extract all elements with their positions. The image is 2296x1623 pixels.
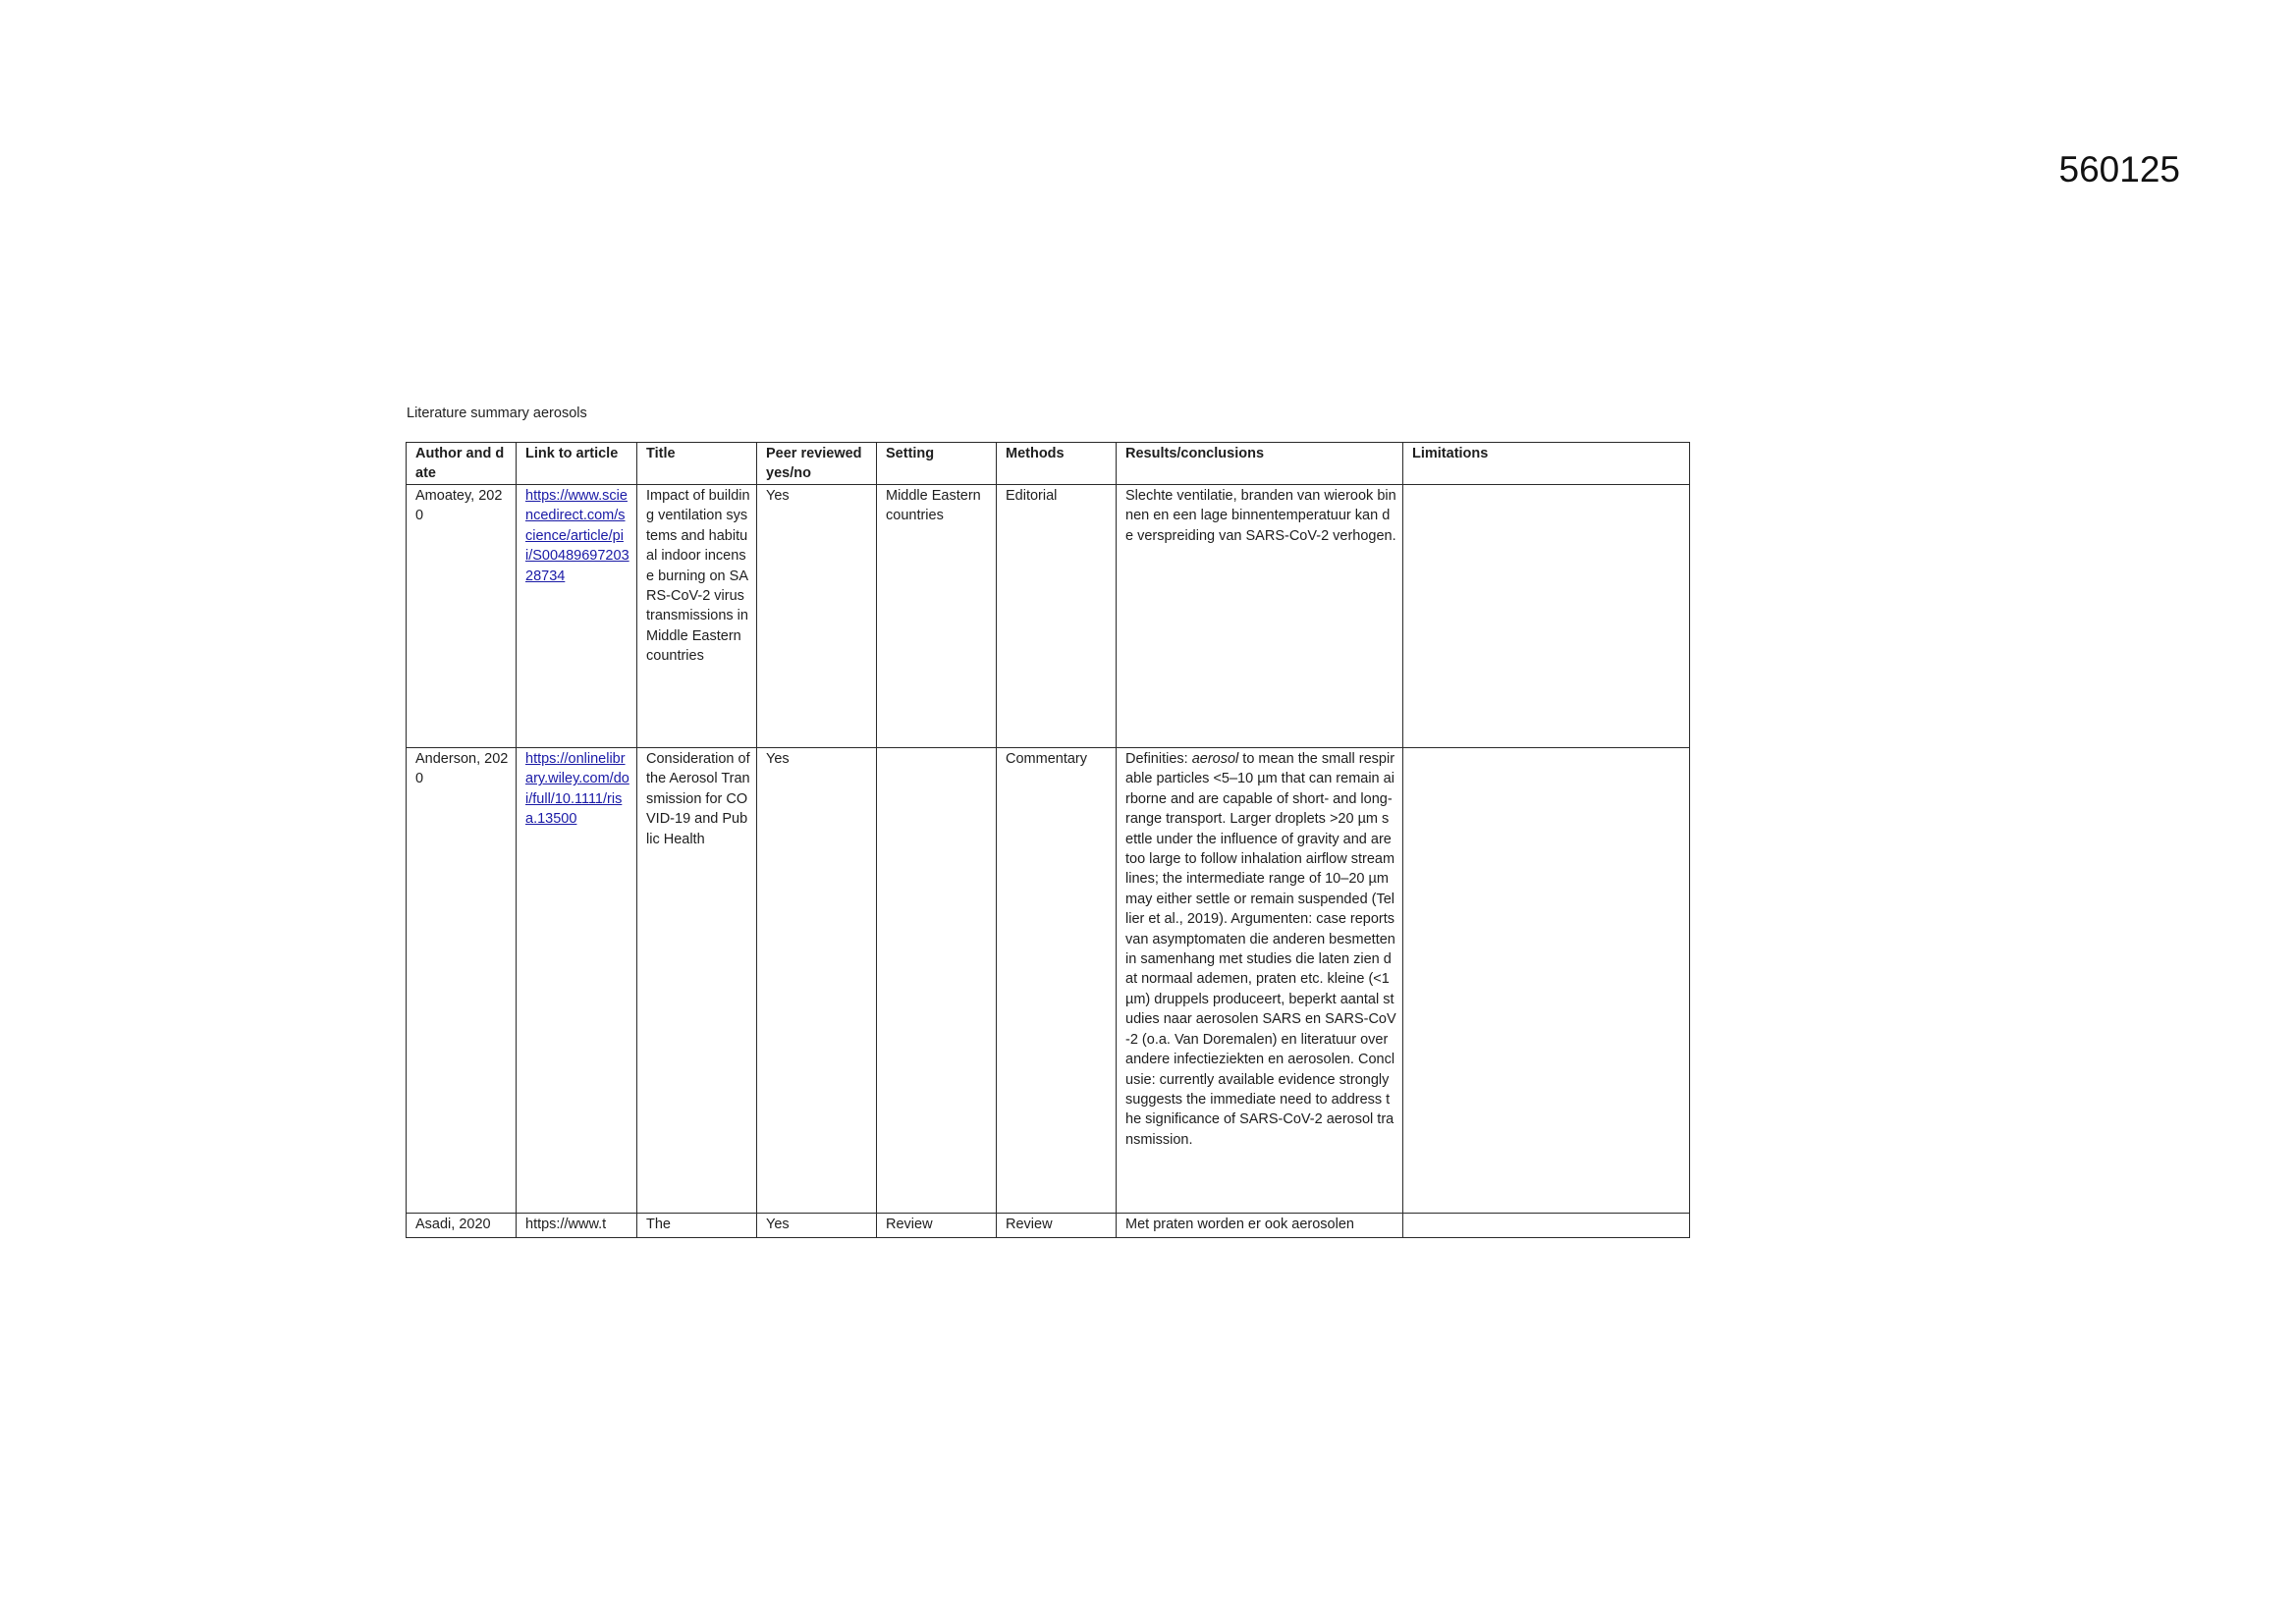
cell-setting: Middle Eastern countries — [877, 485, 997, 748]
cell-title: Consideration of the Aerosol Transmission for COVID-19 and Public Health — [637, 748, 757, 1214]
results-text: to mean the small respirable particles <5–10 µm that can remain airborne and are capable of short- and long-range transport. Larger droplets >20 µm settle under the influence of gravity and are too large to follow inhalation airflow streamlines; the intermediate range of 10–20 µm may either settle or remain suspended (Tellier et al., 2019). Argumenten: case reports van asymptomaten die anderen besmetten in samenhang met studies die laten zien dat normaal ademen, praten etc. kleine (<1 µm) druppels produceert, beperkt aantal studies naar aerosolen SARS en SARS-CoV-2 (o.a. Van Doremalen) en literatuur over andere infectieziekten en aerosolen. Conclusie: currently available evidence strongly suggests the immediate need to address the significance of SARS-CoV-2 aerosol transmission. — [1125, 751, 1396, 1148]
cell-peer-reviewed: Yes — [757, 485, 877, 748]
cell-results-conclusions: Slechte ventilatie, branden van wierook binnen en een lage binnentemperatuur kan de verspreiding van SARS-CoV-2 verhogen. — [1117, 485, 1403, 748]
cell-author-date: Anderson, 2020 — [407, 748, 517, 1214]
cell-link — [517, 1214, 637, 1238]
cell-results-conclusions: Met praten worden er ook aerosolen — [1117, 1214, 1403, 1238]
cell-link — [517, 485, 637, 748]
table-header-row — [407, 443, 1690, 485]
cell-results-conclusions — [1117, 748, 1403, 1214]
cell-limitations — [1403, 1214, 1690, 1238]
cell-setting — [877, 748, 997, 1214]
document-caption: Literature summary aerosols — [407, 406, 587, 421]
results-prefix: Definities: — [1125, 751, 1192, 767]
article-link[interactable]: https://www.sciencedirect.com/science/article/pii/S0048969720328734 — [525, 488, 629, 584]
cell-author-date: Asadi, 2020 — [407, 1214, 517, 1238]
cell-limitations — [1403, 748, 1690, 1214]
cell-limitations — [1403, 485, 1690, 748]
header-title: Title — [637, 443, 757, 485]
cell-peer-reviewed: Yes — [757, 1214, 877, 1238]
cell-title: The — [637, 1214, 757, 1238]
header-author-and-date: Author and date — [407, 443, 517, 485]
cell-methods: Editorial — [997, 485, 1117, 748]
cell-author-date: Amoatey, 2020 — [407, 485, 517, 748]
cell-methods: Review — [997, 1214, 1117, 1238]
table-row — [407, 485, 1690, 748]
header-methods: Methods — [997, 443, 1117, 485]
article-link[interactable]: https://www.t — [525, 1217, 607, 1232]
cell-title: Impact of building ventilation systems and habitual indoor incense burning on SARS-CoV-2 virus transmissions in Middle Eastern countries — [637, 485, 757, 748]
cell-peer-reviewed: Yes — [757, 748, 877, 1214]
table-row — [407, 1214, 1690, 1238]
header-limitations: Limitations — [1403, 443, 1690, 485]
document-number: 560125 — [2058, 149, 2180, 189]
cell-methods: Commentary — [997, 748, 1117, 1214]
header-results-conclusions: Results/conclusions — [1117, 443, 1403, 485]
header-peer-reviewed: Peer reviewed yes/no — [757, 443, 877, 485]
table-row — [407, 748, 1690, 1214]
header-link-to-article: Link to article — [517, 443, 637, 485]
header-setting: Setting — [877, 443, 997, 485]
results-emphasis: aerosol — [1191, 751, 1239, 767]
cell-link — [517, 748, 637, 1214]
cell-setting: Review — [877, 1214, 997, 1238]
literature-summary-table — [406, 442, 1690, 1238]
article-link[interactable]: https://onlinelibrary.wiley.com/doi/full/10.1111/risa.13500 — [525, 751, 629, 828]
